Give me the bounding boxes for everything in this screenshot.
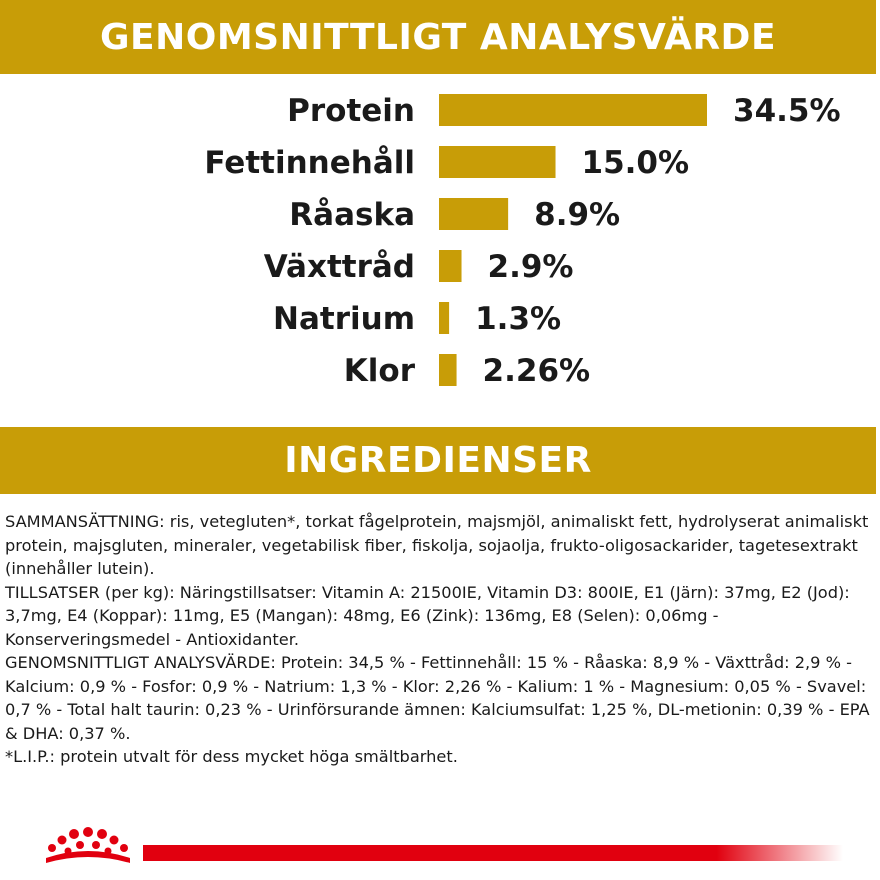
- analysis-bar-chart: [0, 74, 880, 414]
- ingredients-footnote: *L.I.P.: protein utvalt för dess mycket höga smältbarhet.: [5, 747, 458, 766]
- value-label: 8.9%: [534, 197, 621, 233]
- category-label: Växttråd: [263, 249, 415, 285]
- ingredients-additives: TILLSATSER (per kg): Näringstillsatser: Vitamin A: 21500IE, Vitamin D3: 800IE, E1 (Järn): 37mg, E2 (Jod): 3,7mg, E4 (Koppar): 11mg, E5 (Mangan): 48mg, E6 (Zink): 136mg, E8 (Selen): 0,06mg - Konserveringsmedel - Antioxidanter.: [5, 582, 850, 649]
- category-label: Natrium: [273, 301, 415, 337]
- ingredients-analysis: GENOMSNITTLIGT ANALYSVÄRDE: Protein: 34,5 % - Fettinnehåll: 15 % - Råaska: 8,9 % - Växttråd: 2,9 % - Kalcium: 0,9 % - Fosfor: 0,9 % - Natrium: 1,3 % - Klor: 2,26 % - Kalium: 1 % - Magnesium: 0,05 % - Svavel: 0,7 % - Total halt taurin: 0,23 % - Urinförsurande ämnen: Kalciumsulfat: 1,25 %, DL-metionin: 0,39 % - EPA & DHA: 0,37 %.: [5, 653, 870, 743]
- category-label: Protein: [287, 93, 415, 129]
- bar: [439, 354, 457, 386]
- royal-canin-crown-icon: [40, 824, 136, 868]
- value-label: 15.0%: [581, 145, 690, 181]
- bar: [439, 146, 556, 178]
- analysis-heading: GENOMSNITTLIGT ANALYSVÄRDE: [0, 0, 876, 74]
- ingredients-heading: INGREDIENSER: [0, 427, 876, 494]
- ingredients-composition: SAMMANSÄTTNING: ris, vetegluten*, torkat fågelprotein, majsmjöl, animaliskt fett, hydrolyserat animaliskt protein, majsgluten, mineraler, vegetabilisk fiber, fiskolja, sojaolja, frukto-oligosackarider, tagetesextrakt (innehåller lutein).: [5, 512, 869, 578]
- brand-red-stripe: [143, 845, 843, 861]
- ingredients-text: [5, 510, 875, 769]
- bar: [439, 94, 707, 126]
- category-label: Fettinnehåll: [204, 145, 415, 181]
- category-label: Råaska: [289, 197, 415, 233]
- bar: [439, 198, 508, 230]
- value-label: 1.3%: [475, 301, 562, 337]
- bar: [439, 250, 462, 282]
- bar: [439, 302, 449, 334]
- value-label: 2.26%: [482, 353, 591, 389]
- value-label: 2.9%: [487, 249, 574, 285]
- category-label: Klor: [343, 353, 415, 389]
- value-label: 34.5%: [733, 93, 841, 129]
